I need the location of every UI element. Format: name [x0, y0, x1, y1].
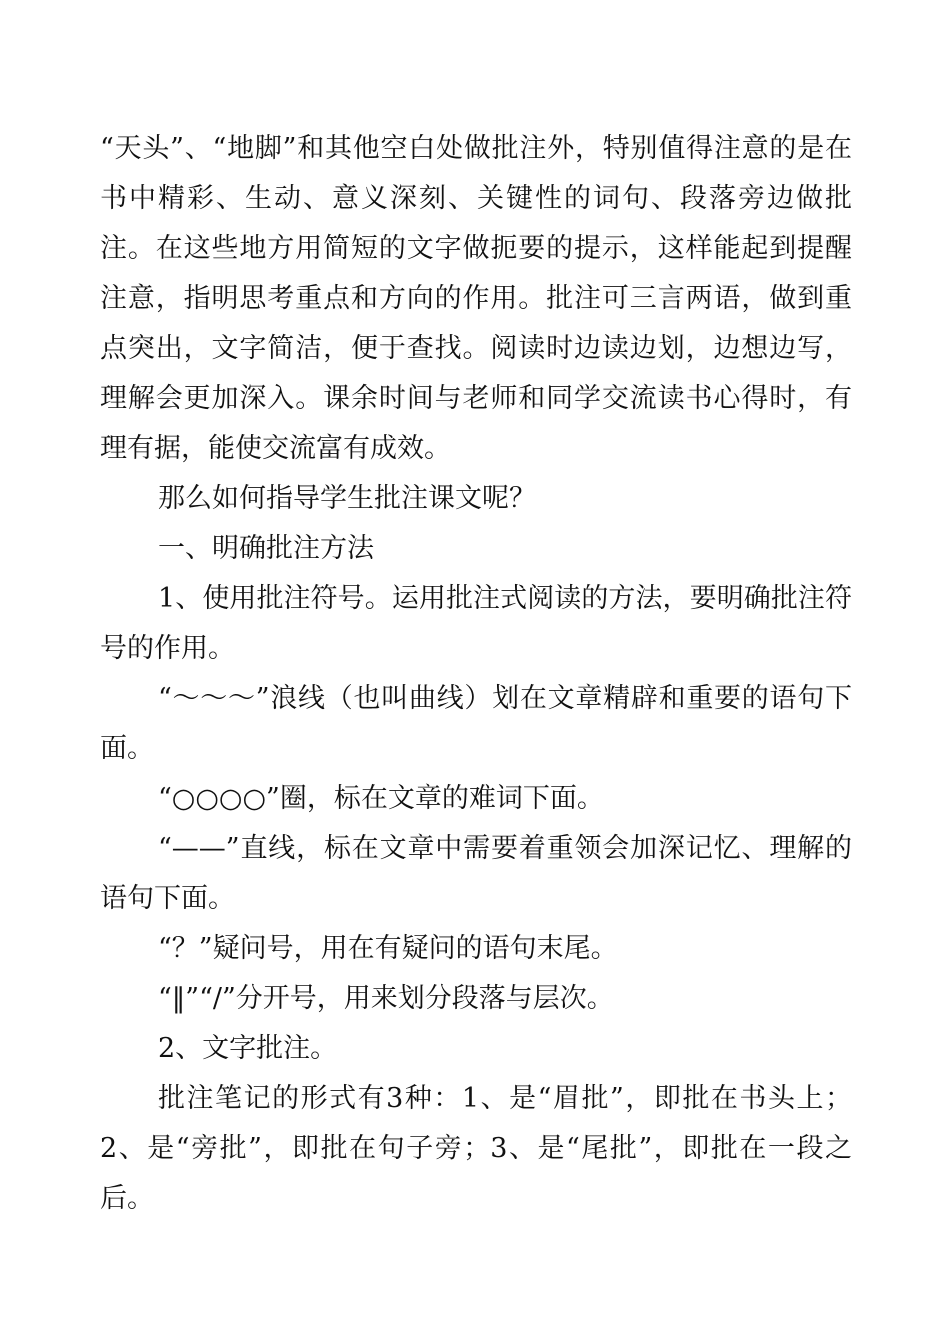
paragraph-circle-mark: “○○○○”圈，标在文章的难词下面。 [158, 783, 604, 814]
paragraph-divider-mark: “‖”“/”分开号，用来划分段落与层次。 [158, 983, 614, 1014]
document-body [100, 124, 852, 1224]
section-heading-methods: 一、明确批注方法 [158, 533, 374, 564]
paragraph-question-mark: “？”疑问号，用在有疑问的语句末尾。 [158, 933, 618, 964]
paragraph-annotation-purpose: “天头”、“地脚”和其他空白处做批注外，特别值得注意的是在书中精彩、生动、意义深刻、关键性的词句、段落旁边做批注。在这些地方用简短的文字做扼要的提示，这样能起到提醒注意，指明思考重点和方向的作用。批注可三言两语，做到重点突出，文字简洁，便于查找。阅读时边读边划，边想边写，理解会更加深入。课余时间与老师和同学交流读书心得时，有理有据，能使交流富有成效。 [100, 133, 852, 464]
paragraph-wavy-line: “～～～”浪线（也叫曲线）划在文章精辟和重要的语句下面。 [100, 683, 852, 764]
paragraph-question: 那么如何指导学生批注课文呢？ [158, 483, 536, 514]
paragraph-annotation-symbols: 1、使用批注符号。运用批注式阅读的方法，要明确批注符号的作用。 [100, 583, 852, 664]
paragraph-text-annotation: 2、文字批注。 [158, 1033, 338, 1064]
paragraph-annotation-forms: 批注笔记的形式有3种：1、是“眉批”，即批在书头上；2、是“旁批”，即批在句子旁；3、是“尾批”，即批在一段之后。 [100, 1083, 852, 1214]
paragraph-straight-line: “——”直线，标在文章中需要着重领会加深记忆、理解的语句下面。 [100, 833, 852, 914]
